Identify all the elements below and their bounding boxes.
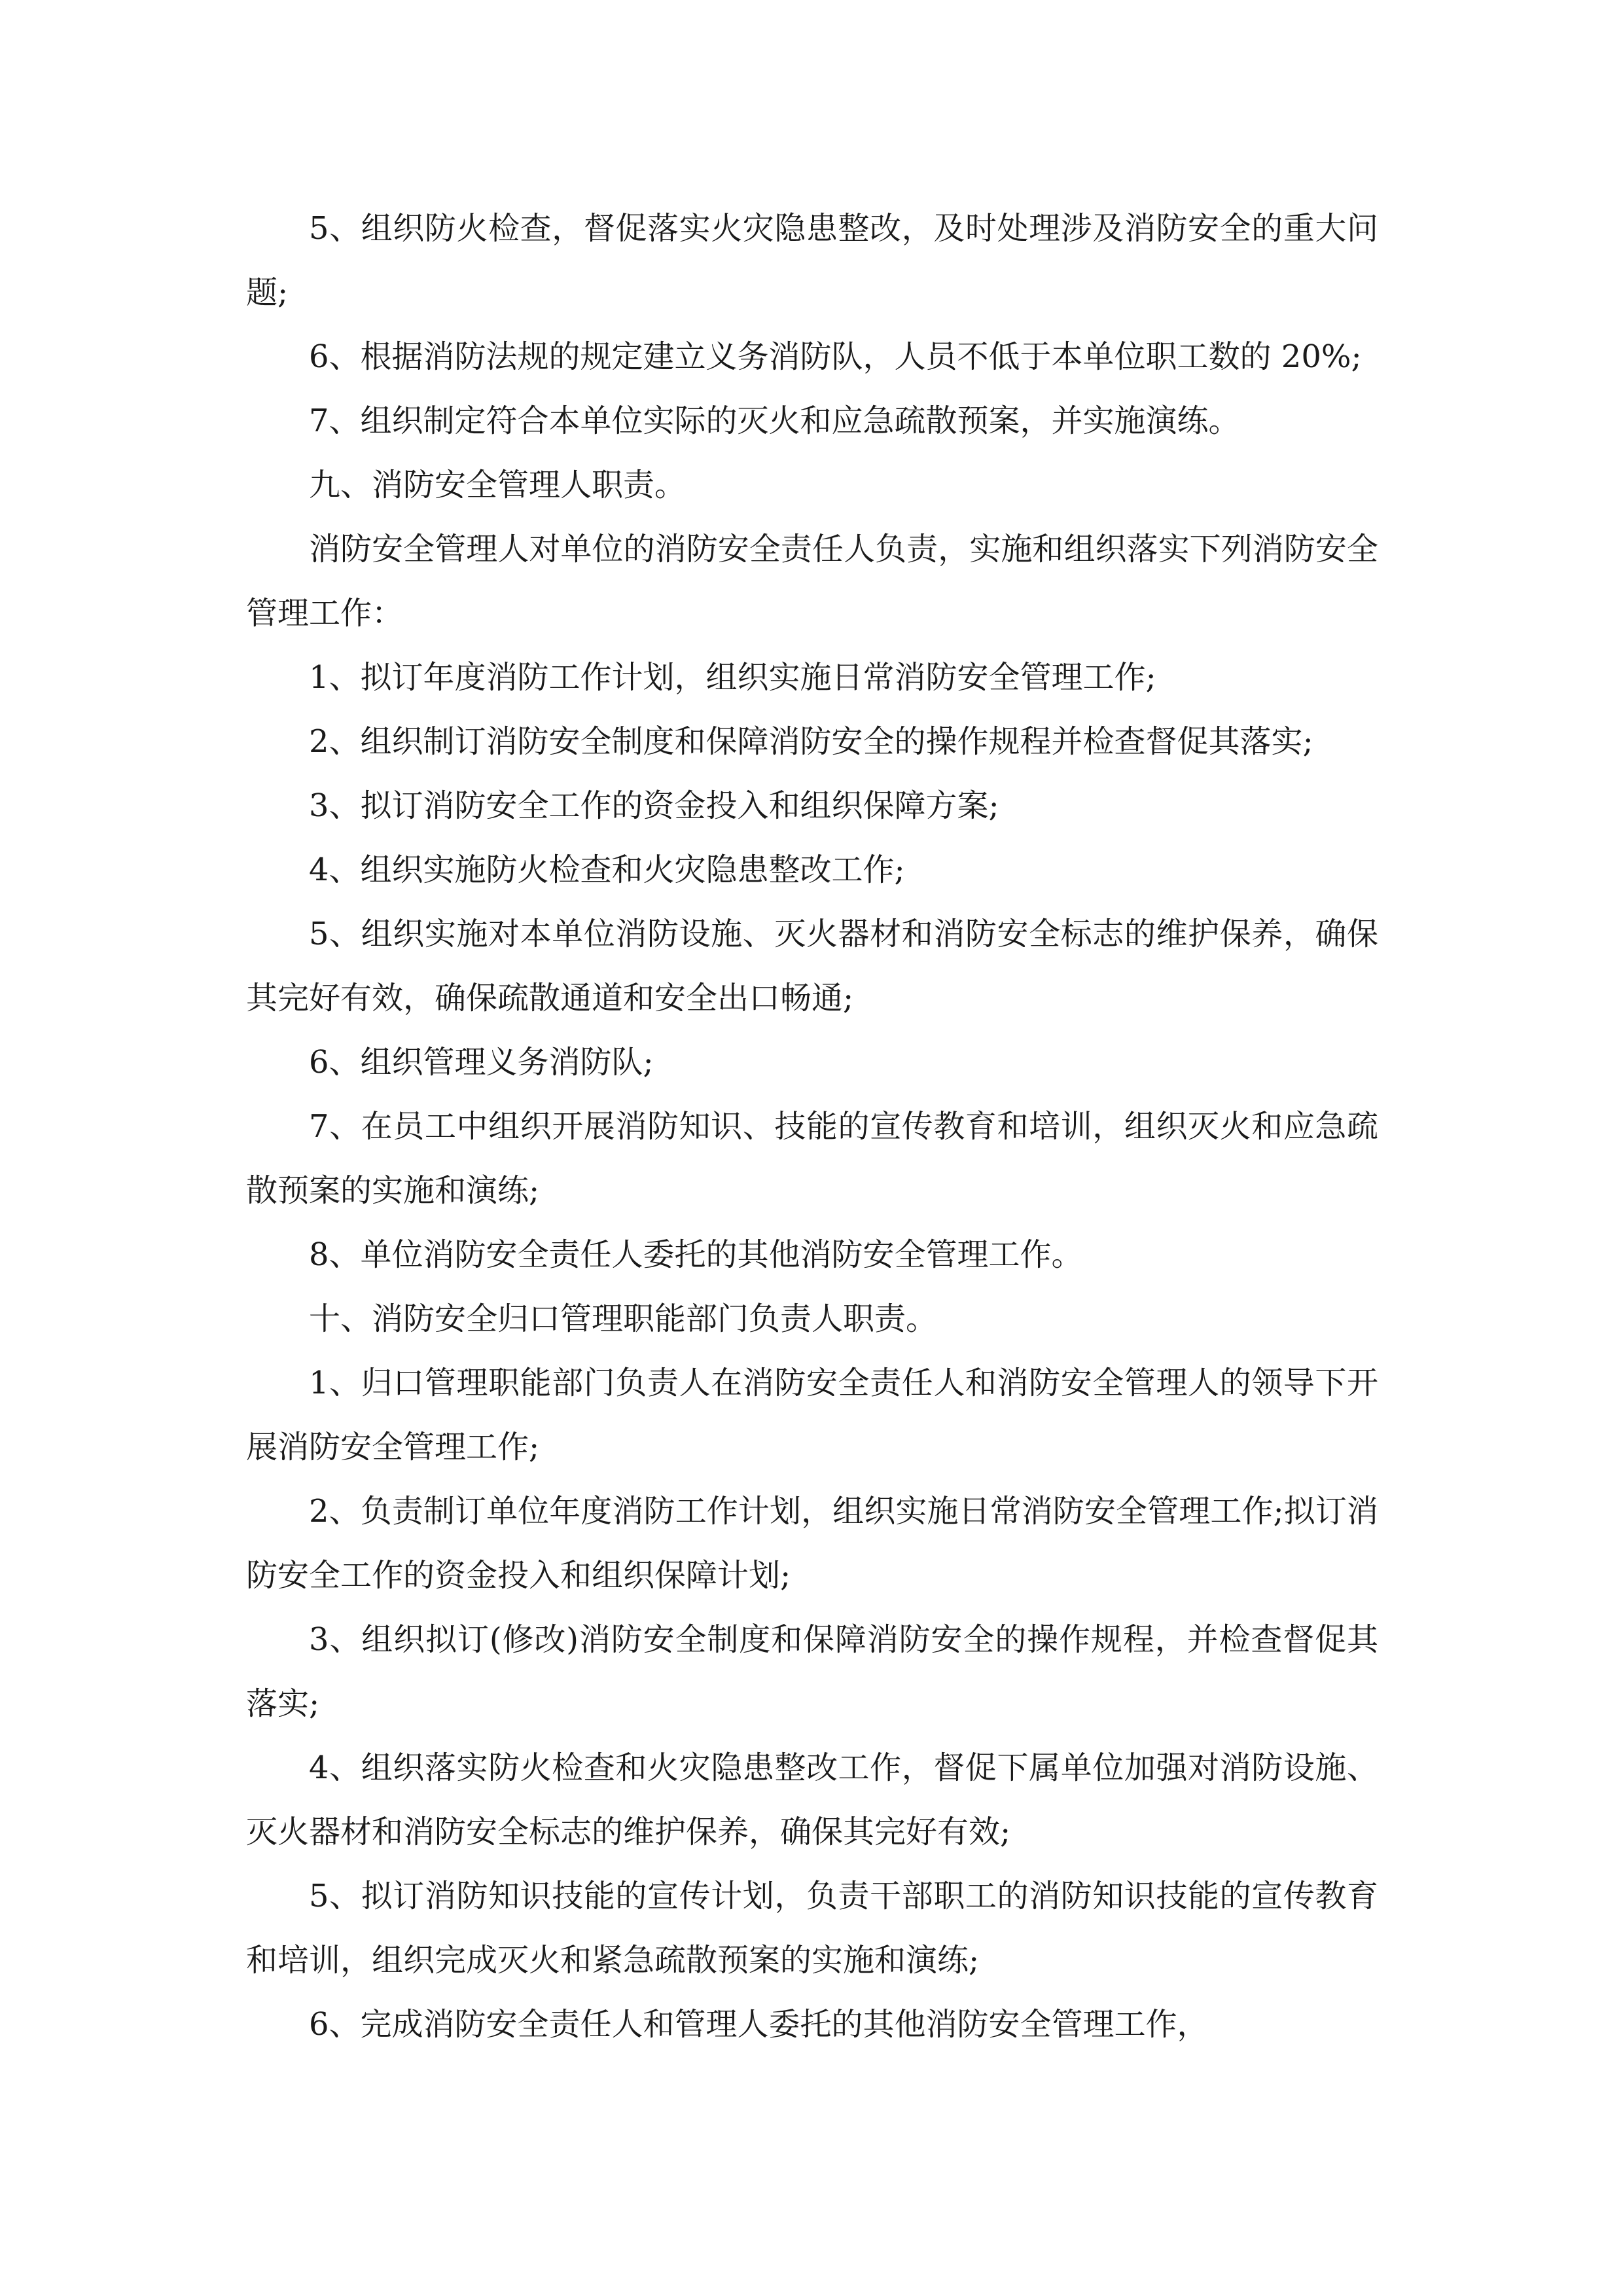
paragraph-manager-item-5: 5、组织实施对本单位消防设施、灭火器材和消防安全标志的维护保养，确保其完好有效，确保疏散通道和安全出口畅通; bbox=[246, 916, 1378, 1016]
paragraph-dept-item-4: 4、组织落实防火检查和火灾隐患整改工作，督促下属单位加强对消防设施、灭火器材和消防安全标志的维护保养，确保其完好有效; bbox=[246, 1749, 1378, 1850]
document-body bbox=[246, 196, 1378, 2056]
paragraph-item-7-evacuation-plan: 7、组织制定符合本单位实际的灭火和应急疏散预案，并实施演练。 bbox=[309, 403, 1240, 439]
paragraph-manager-item-6: 6、组织管理义务消防队; bbox=[309, 1044, 654, 1081]
section-heading-9: 九、消防安全管理人职责。 bbox=[309, 467, 687, 503]
paragraph-item-6-volunteer-brigade: 6、根据消防法规的规定建立义务消防队，人员不低于本单位职工数的 20%; bbox=[309, 338, 1362, 375]
paragraph-dept-item-3: 3、组织拟订(修改)消防安全制度和保障消防安全的操作规程，并检查督促其落实; bbox=[246, 1621, 1378, 1722]
paragraph-manager-item-4: 4、组织实施防火检查和火灾隐患整改工作; bbox=[309, 852, 905, 888]
paragraph-manager-item-2: 2、组织制订消防安全制度和保障消防安全的操作规程并检查督促其落实; bbox=[309, 723, 1313, 760]
paragraph-item-5-fire-inspection: 5、组织防火检查，督促落实火灾隐患整改，及时处理涉及消防安全的重大问题; bbox=[246, 210, 1378, 311]
paragraph-manager-item-7: 7、在员工中组织开展消防知识、技能的宣传教育和培训，组织灭火和应急疏散预案的实施和演练; bbox=[246, 1108, 1378, 1209]
paragraph-manager-item-8: 8、单位消防安全责任人委托的其他消防安全管理工作。 bbox=[309, 1236, 1083, 1273]
paragraph-dept-item-1: 1、归口管理职能部门负责人在消防安全责任人和消防安全管理人的领导下开展消防安全管理工作; bbox=[246, 1365, 1378, 1465]
paragraph-dept-item-5: 5、拟订消防知识技能的宣传计划，负责干部职工的消防知识技能的宣传教育和培训，组织完成灭火和紧急疏散预案的实施和演练; bbox=[246, 1878, 1378, 1979]
paragraph-manager-item-3: 3、拟订消防安全工作的资金投入和组织保障方案; bbox=[309, 787, 999, 824]
paragraph-manager-intro: 消防安全管理人对单位的消防安全责任人负责，实施和组织落实下列消防安全管理工作： bbox=[246, 531, 1378, 632]
paragraph-manager-item-1: 1、拟订年度消防工作计划，组织实施日常消防安全管理工作; bbox=[309, 659, 1156, 696]
paragraph-dept-item-6: 6、完成消防安全责任人和管理人委托的其他消防安全管理工作， bbox=[309, 2006, 1209, 2043]
paragraph-dept-item-2: 2、负责制订单位年度消防工作计划，组织实施日常消防安全管理工作;拟订消防安全工作的资金投入和组织保障计划; bbox=[246, 1493, 1378, 1594]
section-heading-10: 十、消防安全归口管理职能部门负责人职责。 bbox=[309, 1300, 938, 1337]
